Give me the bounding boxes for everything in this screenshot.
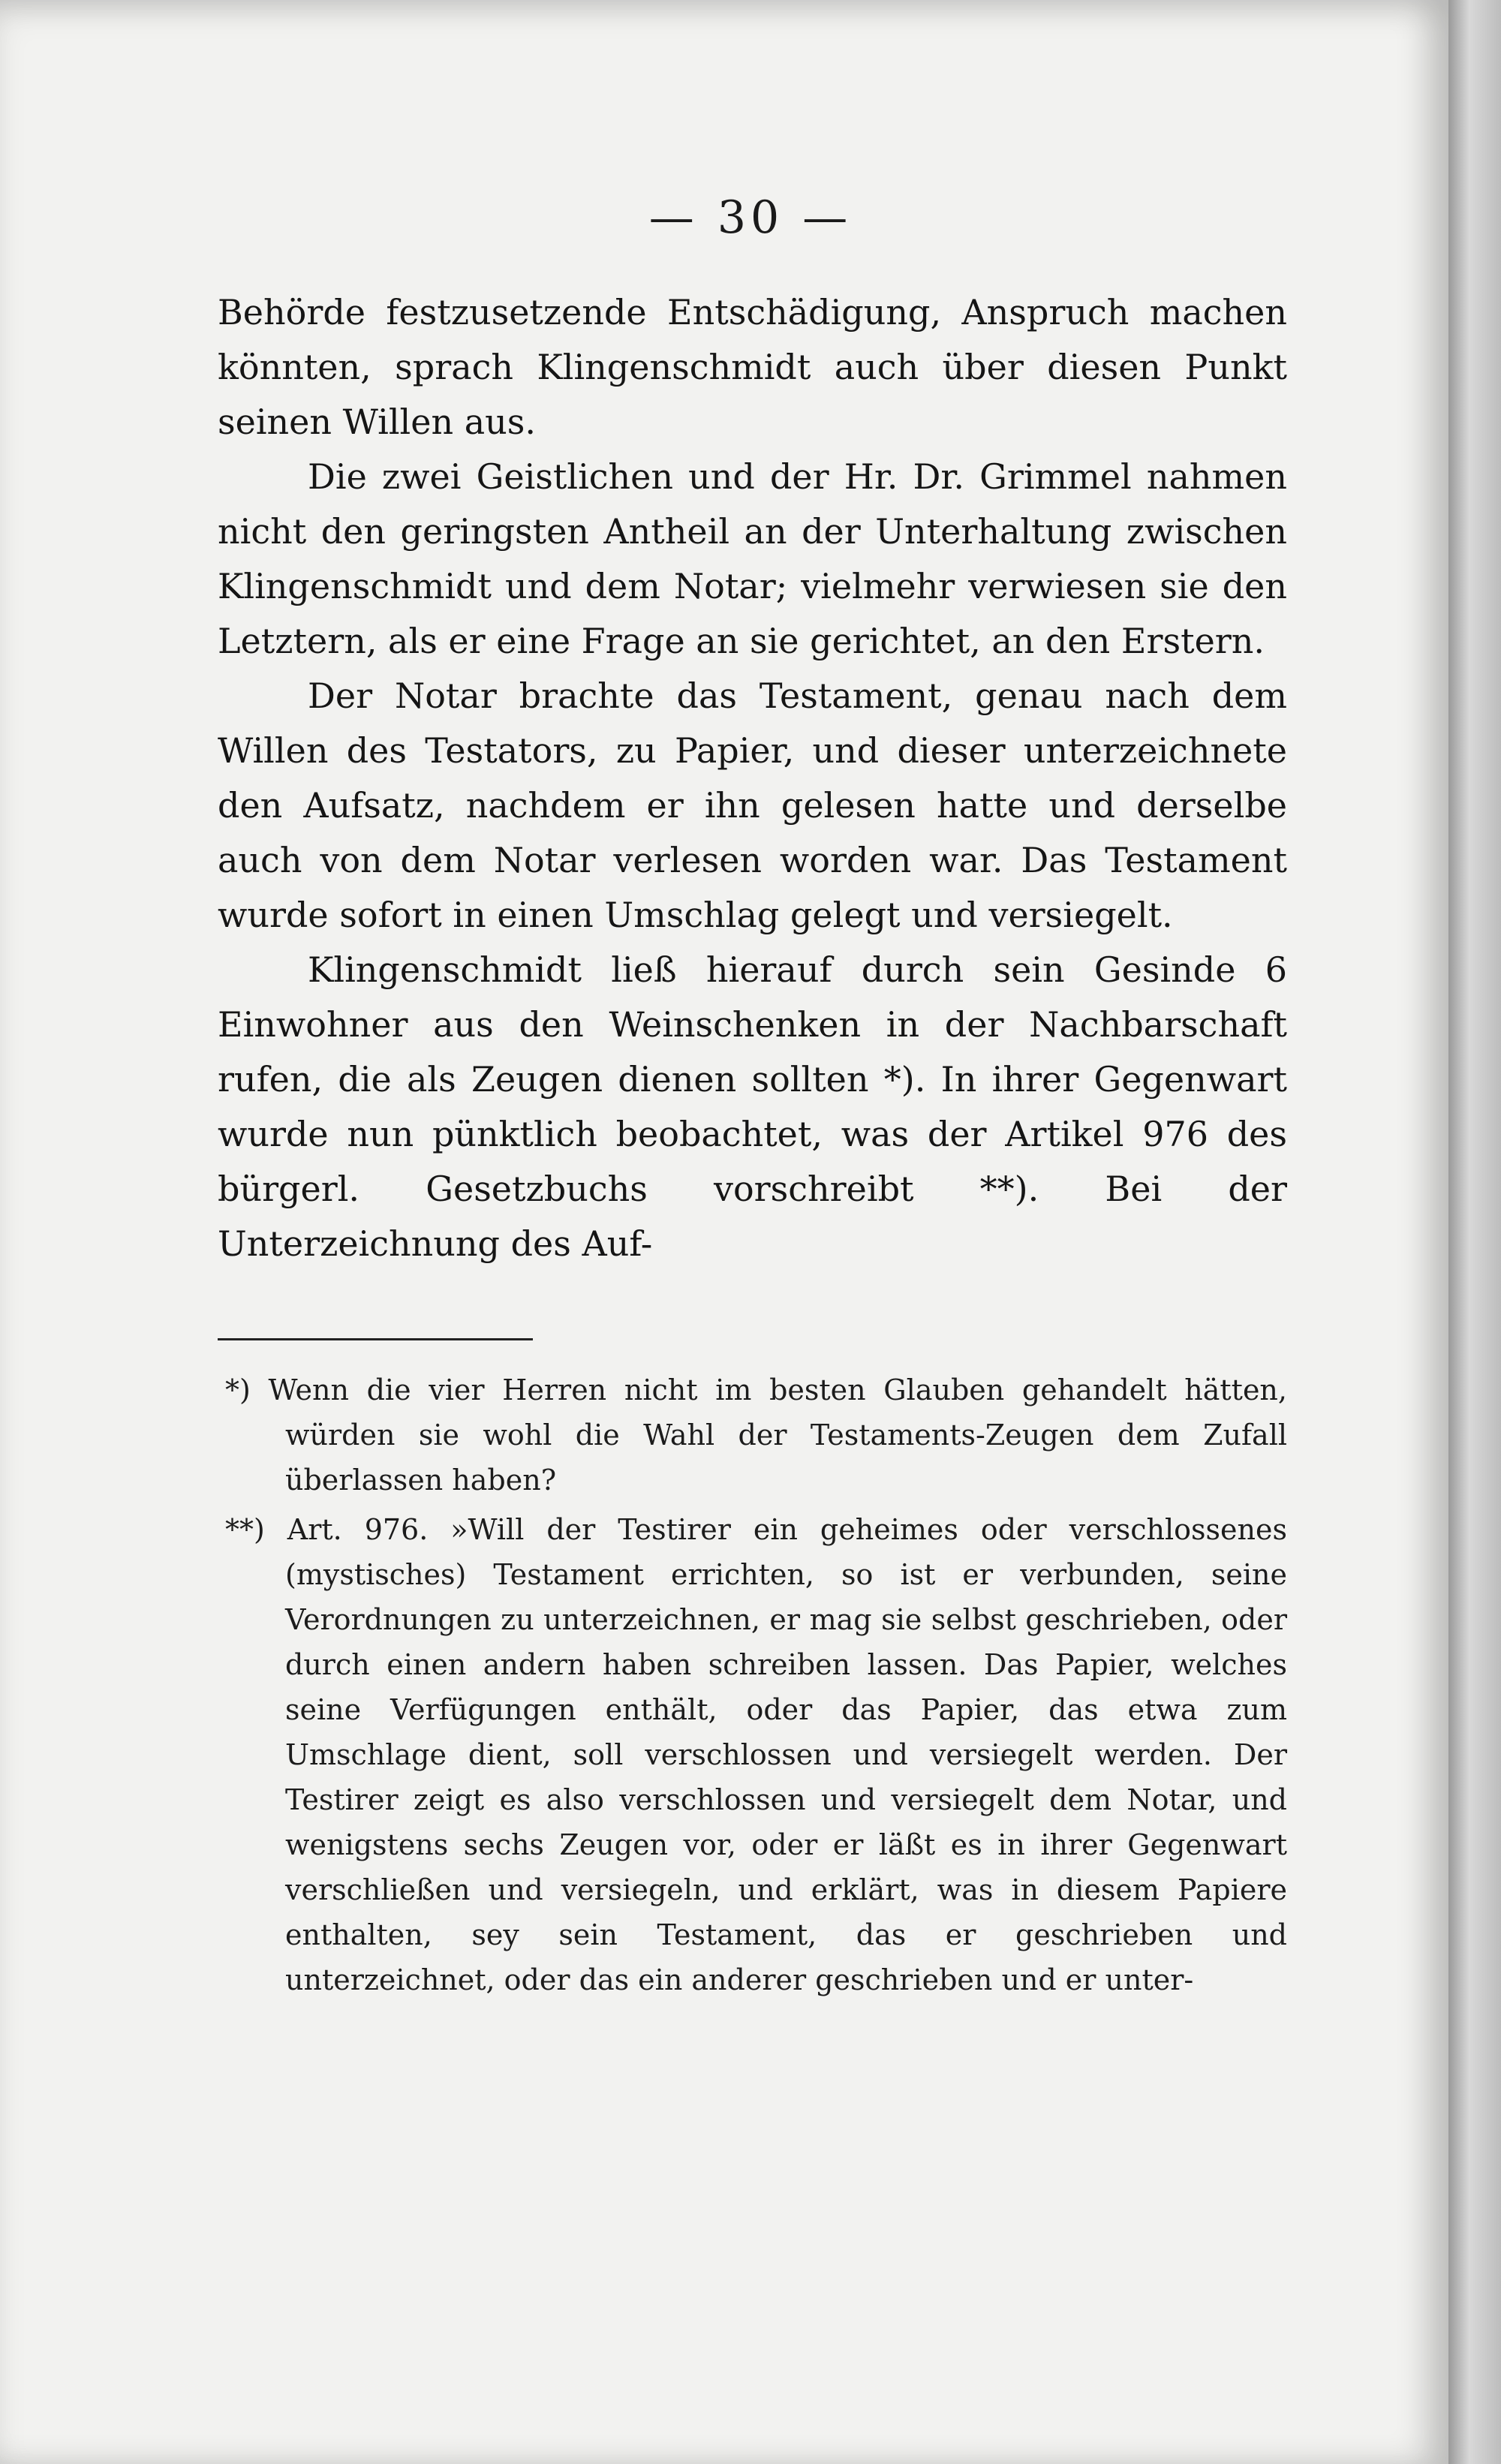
footnote-1: *) Wenn die vier Herren nicht im besten Glauben gehandelt hätten, würden sie wohl die Wahl der Testaments-Zeugen dem Zufall überlassen haben? xyxy=(225,1373,1287,1497)
page-edge xyxy=(1448,0,1501,2464)
paragraph-3: Der Notar brachte das Testament, genau nach dem Willen des Testators, zu Papier, und dieser unterzeichnete den Aufsatz, nachdem er ihn gelesen hatte und derselbe auch von dem Notar verlesen worden war. Das Testament wurde sofort in einen Umschlag gelegt und versiegelt. xyxy=(218,675,1287,935)
paragraph-4: Klingenschmidt ließ hierauf durch sein Gesinde 6 Einwohner aus den Weinschenken in der Nachbarschaft rufen, die als Zeugen dienen sollten *). In ihrer Gegenwart wurde nun pünktlich beobachtet, was der Artikel 976 des bürgerl. Gesetzbuchs vorschreibt **). Bei der Unterzeichnung des Auf- xyxy=(218,949,1287,1264)
page-number: — 30 — xyxy=(648,191,853,244)
paragraph-2: Die zwei Geistlichen und der Hr. Dr. Grimmel nahmen nicht den geringsten Antheil an der Unterhaltung zwischen Klingenschmidt und dem Notar; vielmehr verwiesen sie den Letztern, als er eine Frage an sie gerichtet, an den Erstern. xyxy=(218,456,1287,661)
footnote-divider xyxy=(218,1338,533,1340)
paragraph-1: Behörde festzusetzende Entschädigung, Anspruch machen könnten, sprach Klingenschmidt auch über diesen Punkt seinen Willen aus. xyxy=(218,292,1287,442)
footnote-2: **) Art. 976. »Will der Testirer ein geheimes oder verschlossenes (mystisches) Testament errichten, so ist er verbunden, seine Verordnungen zu unterzeichnen, er mag sie selbst geschrieben, oder durch einen andern haben schreiben lassen. Das Papier, welches seine Verfügungen enthält, oder das Papier, das etwa zum Umschlage dient, soll verschlossen und versiegelt werden. Der Testirer zeigt es also verschlossen und versiegelt dem Notar, und wenigstens sechs Zeugen vor, oder er läßt es in ihrer Gegenwart verschließen und versiegeln, und erklärt, was in diesem Papiere enthalten, sey sein Testament, das er geschrieben und unterzeichnet, oder das ein anderer geschrieben und er unter- xyxy=(225,1513,1287,1996)
footnotes xyxy=(225,1367,1287,2007)
body-text xyxy=(218,285,1287,1271)
